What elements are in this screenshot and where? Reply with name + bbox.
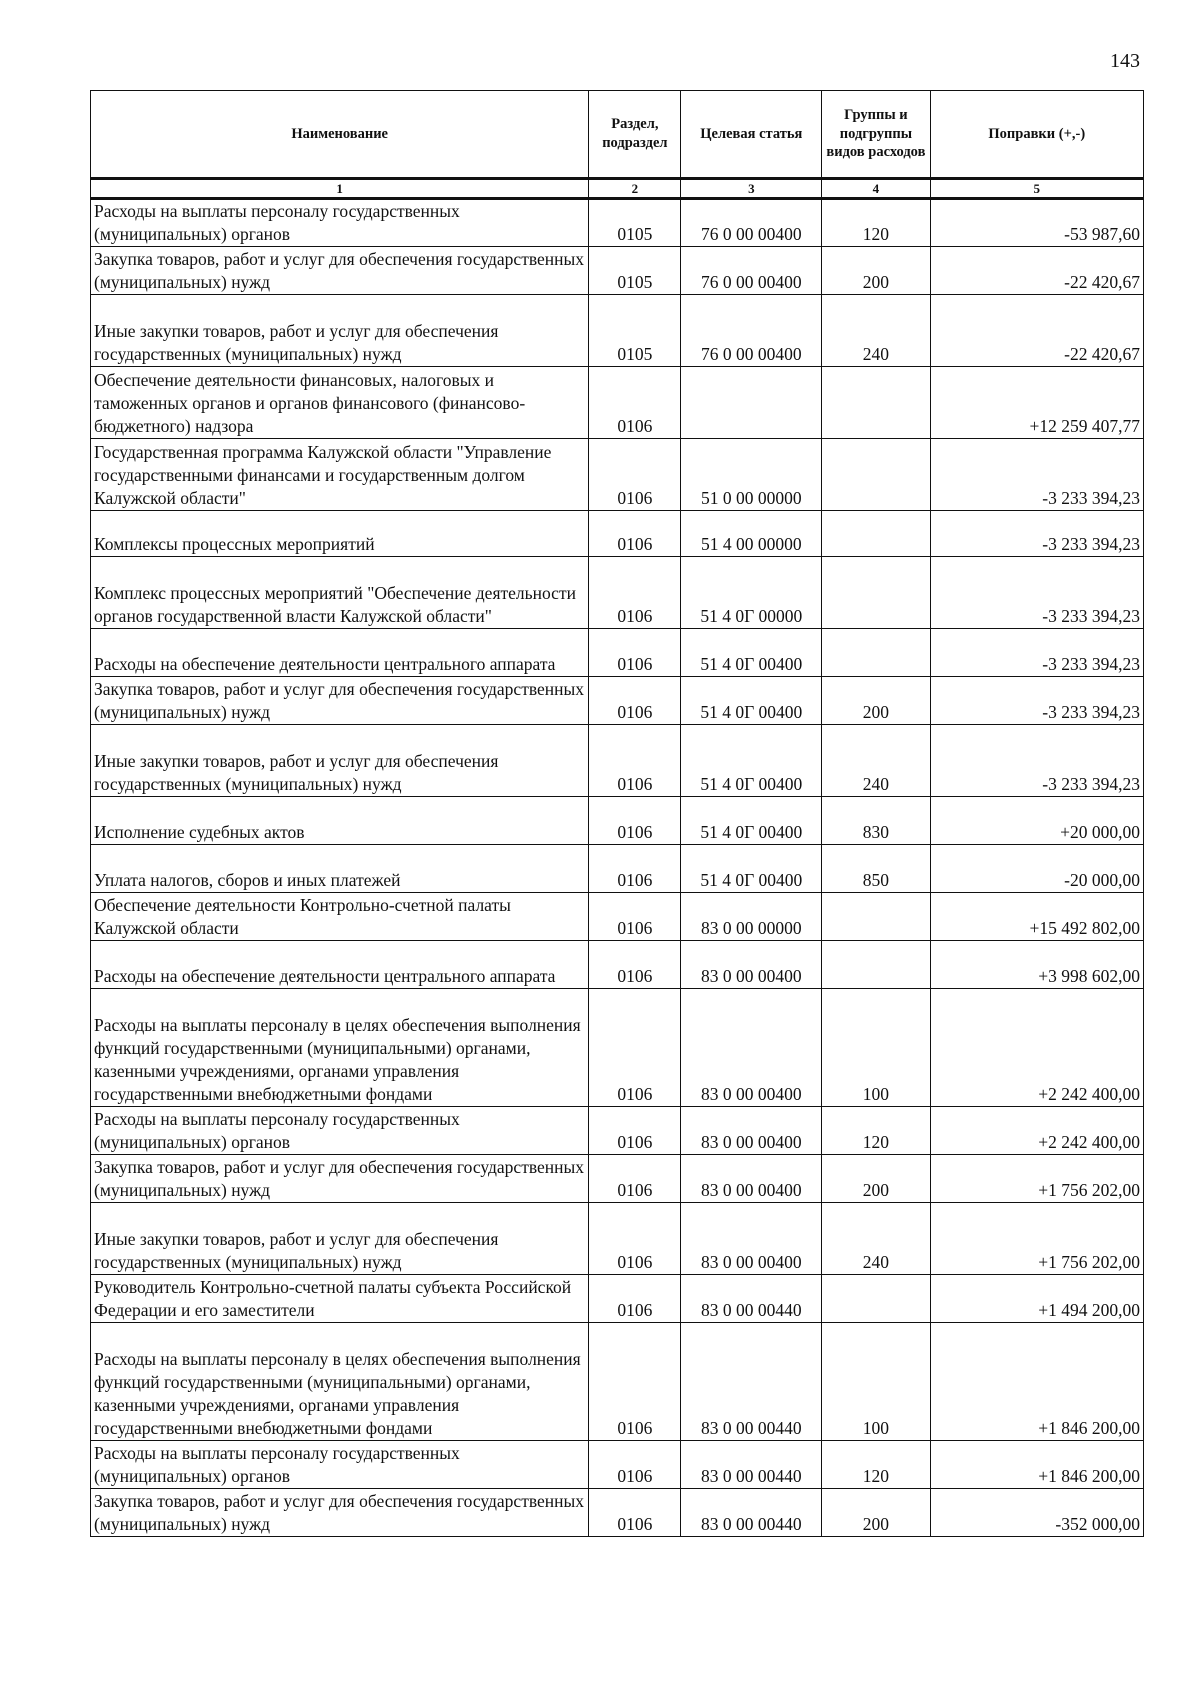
row-group bbox=[822, 367, 930, 439]
row-group: 120 bbox=[822, 1441, 930, 1489]
row-name: Государственная программа Калужской области "Управление государственными финансами и государственным долгом Калужской области" bbox=[91, 439, 589, 511]
row-amount: +3 998 602,00 bbox=[930, 941, 1143, 989]
row-name: Иные закупки товаров, работ и услуг для обеспечения государственных (муниципальных) нужд bbox=[91, 295, 589, 367]
table-row bbox=[91, 247, 1144, 295]
row-section: 0106 bbox=[589, 1323, 681, 1441]
row-name: Закупка товаров, работ и услуг для обеспечения государственных (муниципальных) нужд bbox=[91, 677, 589, 725]
row-name: Закупка товаров, работ и услуг для обеспечения государственных (муниципальных) нужд bbox=[91, 1489, 589, 1537]
row-amount: +12 259 407,77 bbox=[930, 367, 1143, 439]
table-row bbox=[91, 557, 1144, 629]
table-row bbox=[91, 893, 1144, 941]
row-group: 200 bbox=[822, 1155, 930, 1203]
table-row bbox=[91, 845, 1144, 893]
row-amount: -22 420,67 bbox=[930, 247, 1143, 295]
row-section: 0106 bbox=[589, 677, 681, 725]
header-name: Наименование bbox=[91, 91, 589, 179]
row-group: 240 bbox=[822, 295, 930, 367]
row-name: Иные закупки товаров, работ и услуг для обеспечения государственных (муниципальных) нужд bbox=[91, 725, 589, 797]
row-name: Комплексы процессных мероприятий bbox=[91, 511, 589, 557]
row-section: 0106 bbox=[589, 511, 681, 557]
row-name: Закупка товаров, работ и услуг для обеспечения государственных (муниципальных) нужд bbox=[91, 247, 589, 295]
table-row bbox=[91, 1489, 1144, 1537]
row-name: Расходы на выплаты персоналу в целях обеспечения выполнения функций государственными (муниципальными) органами, казенными учреждениями, органами управления государственными внебюджетными фондами bbox=[91, 989, 589, 1107]
row-section: 0106 bbox=[589, 1203, 681, 1275]
row-amount: +15 492 802,00 bbox=[930, 893, 1143, 941]
row-name: Расходы на выплаты персоналу в целях обеспечения выполнения функций государственными (муниципальными) органами, казенными учреждениями, органами управления государственными внебюджетными фондами bbox=[91, 1323, 589, 1441]
row-name: Иные закупки товаров, работ и услуг для обеспечения государственных (муниципальных) нужд bbox=[91, 1203, 589, 1275]
header-section: Раздел, подраздел bbox=[589, 91, 681, 179]
row-section: 0106 bbox=[589, 367, 681, 439]
row-section: 0106 bbox=[589, 439, 681, 511]
row-target: 51 4 0Г 00400 bbox=[681, 845, 822, 893]
row-amount: -3 233 394,23 bbox=[930, 629, 1143, 677]
row-amount: -3 233 394,23 bbox=[930, 439, 1143, 511]
row-target: 51 4 0Г 00400 bbox=[681, 797, 822, 845]
row-target: 51 4 0Г 00400 bbox=[681, 629, 822, 677]
row-section: 0106 bbox=[589, 1441, 681, 1489]
row-target: 51 4 0Г 00400 bbox=[681, 677, 822, 725]
table-body bbox=[91, 199, 1144, 1537]
row-group bbox=[822, 511, 930, 557]
column-number: 4 bbox=[822, 179, 930, 199]
row-target: 83 0 00 00400 bbox=[681, 1107, 822, 1155]
row-target: 76 0 00 00400 bbox=[681, 199, 822, 247]
row-group: 100 bbox=[822, 1323, 930, 1441]
row-section: 0106 bbox=[589, 1107, 681, 1155]
row-section: 0105 bbox=[589, 247, 681, 295]
column-number: 5 bbox=[930, 179, 1143, 199]
row-group: 200 bbox=[822, 1489, 930, 1537]
header-target: Целевая статья bbox=[681, 91, 822, 179]
row-target: 83 0 00 00440 bbox=[681, 1275, 822, 1323]
header-amendments: Поправки (+,-) bbox=[930, 91, 1143, 179]
row-section: 0105 bbox=[589, 295, 681, 367]
row-amount: +1 846 200,00 bbox=[930, 1441, 1143, 1489]
row-section: 0106 bbox=[589, 893, 681, 941]
row-section: 0105 bbox=[589, 199, 681, 247]
row-group: 200 bbox=[822, 247, 930, 295]
table-row bbox=[91, 367, 1144, 439]
row-target: 51 4 0Г 00000 bbox=[681, 557, 822, 629]
row-amount: -3 233 394,23 bbox=[930, 725, 1143, 797]
table-row bbox=[91, 1275, 1144, 1323]
row-target: 83 0 00 00440 bbox=[681, 1489, 822, 1537]
row-group: 240 bbox=[822, 725, 930, 797]
row-name: Обеспечение деятельности финансовых, налоговых и таможенных органов и органов финансового (финансово-бюджетного) надзора bbox=[91, 367, 589, 439]
row-amount: +1 756 202,00 bbox=[930, 1155, 1143, 1203]
row-section: 0106 bbox=[589, 797, 681, 845]
row-amount: -53 987,60 bbox=[930, 199, 1143, 247]
row-amount: -22 420,67 bbox=[930, 295, 1143, 367]
table-row bbox=[91, 199, 1144, 247]
row-section: 0106 bbox=[589, 989, 681, 1107]
row-target: 51 4 0Г 00400 bbox=[681, 725, 822, 797]
row-target: 76 0 00 00400 bbox=[681, 295, 822, 367]
row-amount: -352 000,00 bbox=[930, 1489, 1143, 1537]
row-amount: -3 233 394,23 bbox=[930, 557, 1143, 629]
row-amount: -3 233 394,23 bbox=[930, 511, 1143, 557]
table-row bbox=[91, 797, 1144, 845]
table-row bbox=[91, 1441, 1144, 1489]
table-row bbox=[91, 1155, 1144, 1203]
column-number-row bbox=[91, 179, 1144, 199]
row-group: 200 bbox=[822, 677, 930, 725]
row-amount: +2 242 400,00 bbox=[930, 989, 1143, 1107]
row-group bbox=[822, 439, 930, 511]
table-row bbox=[91, 677, 1144, 725]
table-row bbox=[91, 725, 1144, 797]
row-name: Закупка товаров, работ и услуг для обеспечения государственных (муниципальных) нужд bbox=[91, 1155, 589, 1203]
table-row bbox=[91, 989, 1144, 1107]
column-number: 3 bbox=[681, 179, 822, 199]
row-group bbox=[822, 941, 930, 989]
row-name: Расходы на выплаты персоналу государственных (муниципальных) органов bbox=[91, 1107, 589, 1155]
row-name: Расходы на выплаты персоналу государственных (муниципальных) органов bbox=[91, 1441, 589, 1489]
row-target: 51 4 00 00000 bbox=[681, 511, 822, 557]
row-name: Обеспечение деятельности Контрольно-счетной палаты Калужской области bbox=[91, 893, 589, 941]
row-group: 120 bbox=[822, 199, 930, 247]
table-row bbox=[91, 295, 1144, 367]
row-group bbox=[822, 557, 930, 629]
row-group: 240 bbox=[822, 1203, 930, 1275]
row-target: 83 0 00 00400 bbox=[681, 941, 822, 989]
table-row bbox=[91, 1203, 1144, 1275]
header-groups: Группы и подгруппы видов расходов bbox=[822, 91, 930, 179]
page-number: 143 bbox=[1110, 50, 1140, 72]
row-target: 83 0 00 00400 bbox=[681, 989, 822, 1107]
budget-amendments-table bbox=[90, 90, 1144, 1537]
row-section: 0106 bbox=[589, 1275, 681, 1323]
row-target: 83 0 00 00400 bbox=[681, 1203, 822, 1275]
row-name: Комплекс процессных мероприятий "Обеспечение деятельности органов государственной власти Калужской области" bbox=[91, 557, 589, 629]
row-section: 0106 bbox=[589, 941, 681, 989]
row-target: 83 0 00 00440 bbox=[681, 1441, 822, 1489]
table-row bbox=[91, 511, 1144, 557]
row-target: 76 0 00 00400 bbox=[681, 247, 822, 295]
row-group: 100 bbox=[822, 989, 930, 1107]
table-row bbox=[91, 1323, 1144, 1441]
row-target: 51 0 00 00000 bbox=[681, 439, 822, 511]
column-number: 2 bbox=[589, 179, 681, 199]
row-target: 83 0 00 00400 bbox=[681, 1155, 822, 1203]
header-row bbox=[91, 91, 1144, 179]
row-group: 850 bbox=[822, 845, 930, 893]
row-name: Исполнение судебных актов bbox=[91, 797, 589, 845]
row-section: 0106 bbox=[589, 1489, 681, 1537]
row-group bbox=[822, 1275, 930, 1323]
row-amount: +1 494 200,00 bbox=[930, 1275, 1143, 1323]
table-row bbox=[91, 629, 1144, 677]
row-section: 0106 bbox=[589, 629, 681, 677]
row-name: Уплата налогов, сборов и иных платежей bbox=[91, 845, 589, 893]
row-amount: +20 000,00 bbox=[930, 797, 1143, 845]
row-name: Руководитель Контрольно-счетной палаты субъекта Российской Федерации и его заместители bbox=[91, 1275, 589, 1323]
row-section: 0106 bbox=[589, 725, 681, 797]
row-amount: +1 756 202,00 bbox=[930, 1203, 1143, 1275]
row-section: 0106 bbox=[589, 845, 681, 893]
row-target bbox=[681, 367, 822, 439]
row-amount: +2 242 400,00 bbox=[930, 1107, 1143, 1155]
table-row bbox=[91, 1107, 1144, 1155]
row-name: Расходы на выплаты персоналу государственных (муниципальных) органов bbox=[91, 199, 589, 247]
row-group bbox=[822, 629, 930, 677]
table-row bbox=[91, 439, 1144, 511]
row-amount: +1 846 200,00 bbox=[930, 1323, 1143, 1441]
row-amount: -3 233 394,23 bbox=[930, 677, 1143, 725]
row-name: Расходы на обеспечение деятельности центрального аппарата bbox=[91, 941, 589, 989]
row-name: Расходы на обеспечение деятельности центрального аппарата bbox=[91, 629, 589, 677]
row-section: 0106 bbox=[589, 557, 681, 629]
table-row bbox=[91, 941, 1144, 989]
column-number: 1 bbox=[91, 179, 589, 199]
row-target: 83 0 00 00000 bbox=[681, 893, 822, 941]
row-amount: -20 000,00 bbox=[930, 845, 1143, 893]
row-group bbox=[822, 893, 930, 941]
row-target: 83 0 00 00440 bbox=[681, 1323, 822, 1441]
row-section: 0106 bbox=[589, 1155, 681, 1203]
row-group: 120 bbox=[822, 1107, 930, 1155]
row-group: 830 bbox=[822, 797, 930, 845]
